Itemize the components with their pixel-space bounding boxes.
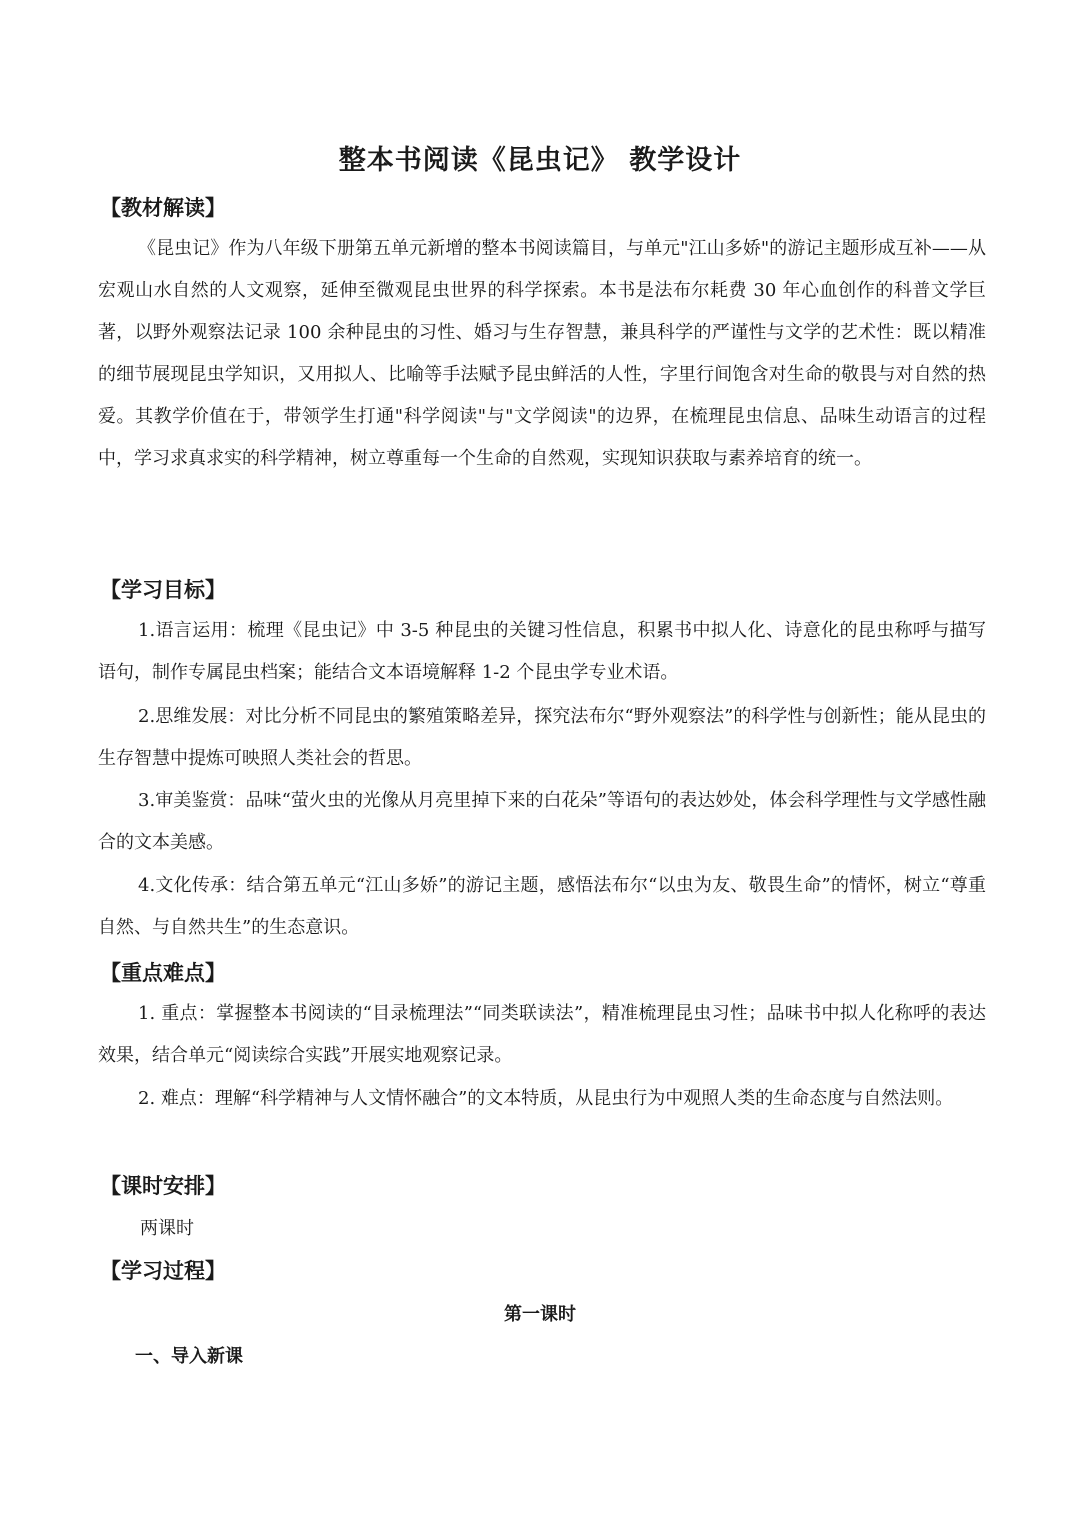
section-heading-learning-goals: 【学习目标】 [100, 578, 226, 602]
goal-item: 4.文化传承：结合第五单元“江山多娇”的游记主题，感悟法布尔“以虫为友、敬畏生命”的情怀，树立“尊重自然、与自然共生”的生态意识。 [98, 875, 986, 938]
textbook-analysis-paragraph: 《昆虫记》作为八年级下册第五单元新增的整本书阅读篇目，与单元"江山多娇"的游记主题形成互补——从宏观山水自然的人文观察，延伸至微观昆虫世界的科学探索。本书是法布尔耗费 30 年心血创作的科普文学巨著，以野外观察法记录 100 余种昆虫的习性、婚习与生存智慧，兼具科学的严谨性与文学的艺术性：既以精准的细节展现昆虫学知识，又用拟人、比喻等手法赋予昆虫鲜活的人性，字里行间饱含对生命的敬畏与对自然的热爱。其教学价值在于，带领学生打通"科学阅读"与"文学阅读"的边界，在梳理昆虫信息、品味生动语言的过程中，学习求真求实的科学精神，树立尊重每一个生命的自然观，实现知识获取与素养培育的统一。 [98, 238, 986, 469]
goal-item: 1.语言运用：梳理《昆虫记》中 3-5 种昆虫的关键习性信息，积累书中拟人化、诗意化的昆虫称呼与描写语句，制作专属昆虫档案；能结合文本语境解释 1-2 个昆虫学专业术语。 [98, 620, 986, 683]
key-point-item: 1. 重点：掌握整本书阅读的“目录梳理法”“同类联读法”，精准梳理昆虫习性；品味书中拟人化称呼的表达效果，结合单元“阅读综合实践”开展实地观察记录。 [98, 1003, 986, 1066]
class-schedule-text: 两课时 [140, 1218, 194, 1239]
goal-item: 3.审美鉴赏：品味“萤火虫的光像从月亮里掉下来的白花朵”等语句的表达妙处，体会科学理性与文学感性融合的文本美感。 [98, 790, 986, 853]
section-heading-textbook-analysis: 【教材解读】 [100, 196, 226, 220]
section-heading-class-schedule: 【课时安排】 [100, 1174, 226, 1198]
key-point-item: 2. 难点：理解“科学精神与人文情怀融合”的文本特质，从昆虫行为中观照人类的生命态度与自然法则。 [138, 1088, 954, 1109]
section-heading-key-difficult-points: 【重点难点】 [100, 961, 226, 985]
step-heading: 一、导入新课 [135, 1346, 243, 1367]
lesson-title: 第一课时 [504, 1304, 576, 1325]
goal-item: 2.思维发展：对比分析不同昆虫的繁殖策略差异，探究法布尔“野外观察法”的科学性与创新性；能从昆虫的生存智慧中提炼可映照人类社会的哲思。 [98, 706, 986, 769]
page-title: 整本书阅读《昆虫记》 教学设计 [338, 145, 742, 176]
section-heading-learning-process: 【学习过程】 [100, 1259, 226, 1283]
